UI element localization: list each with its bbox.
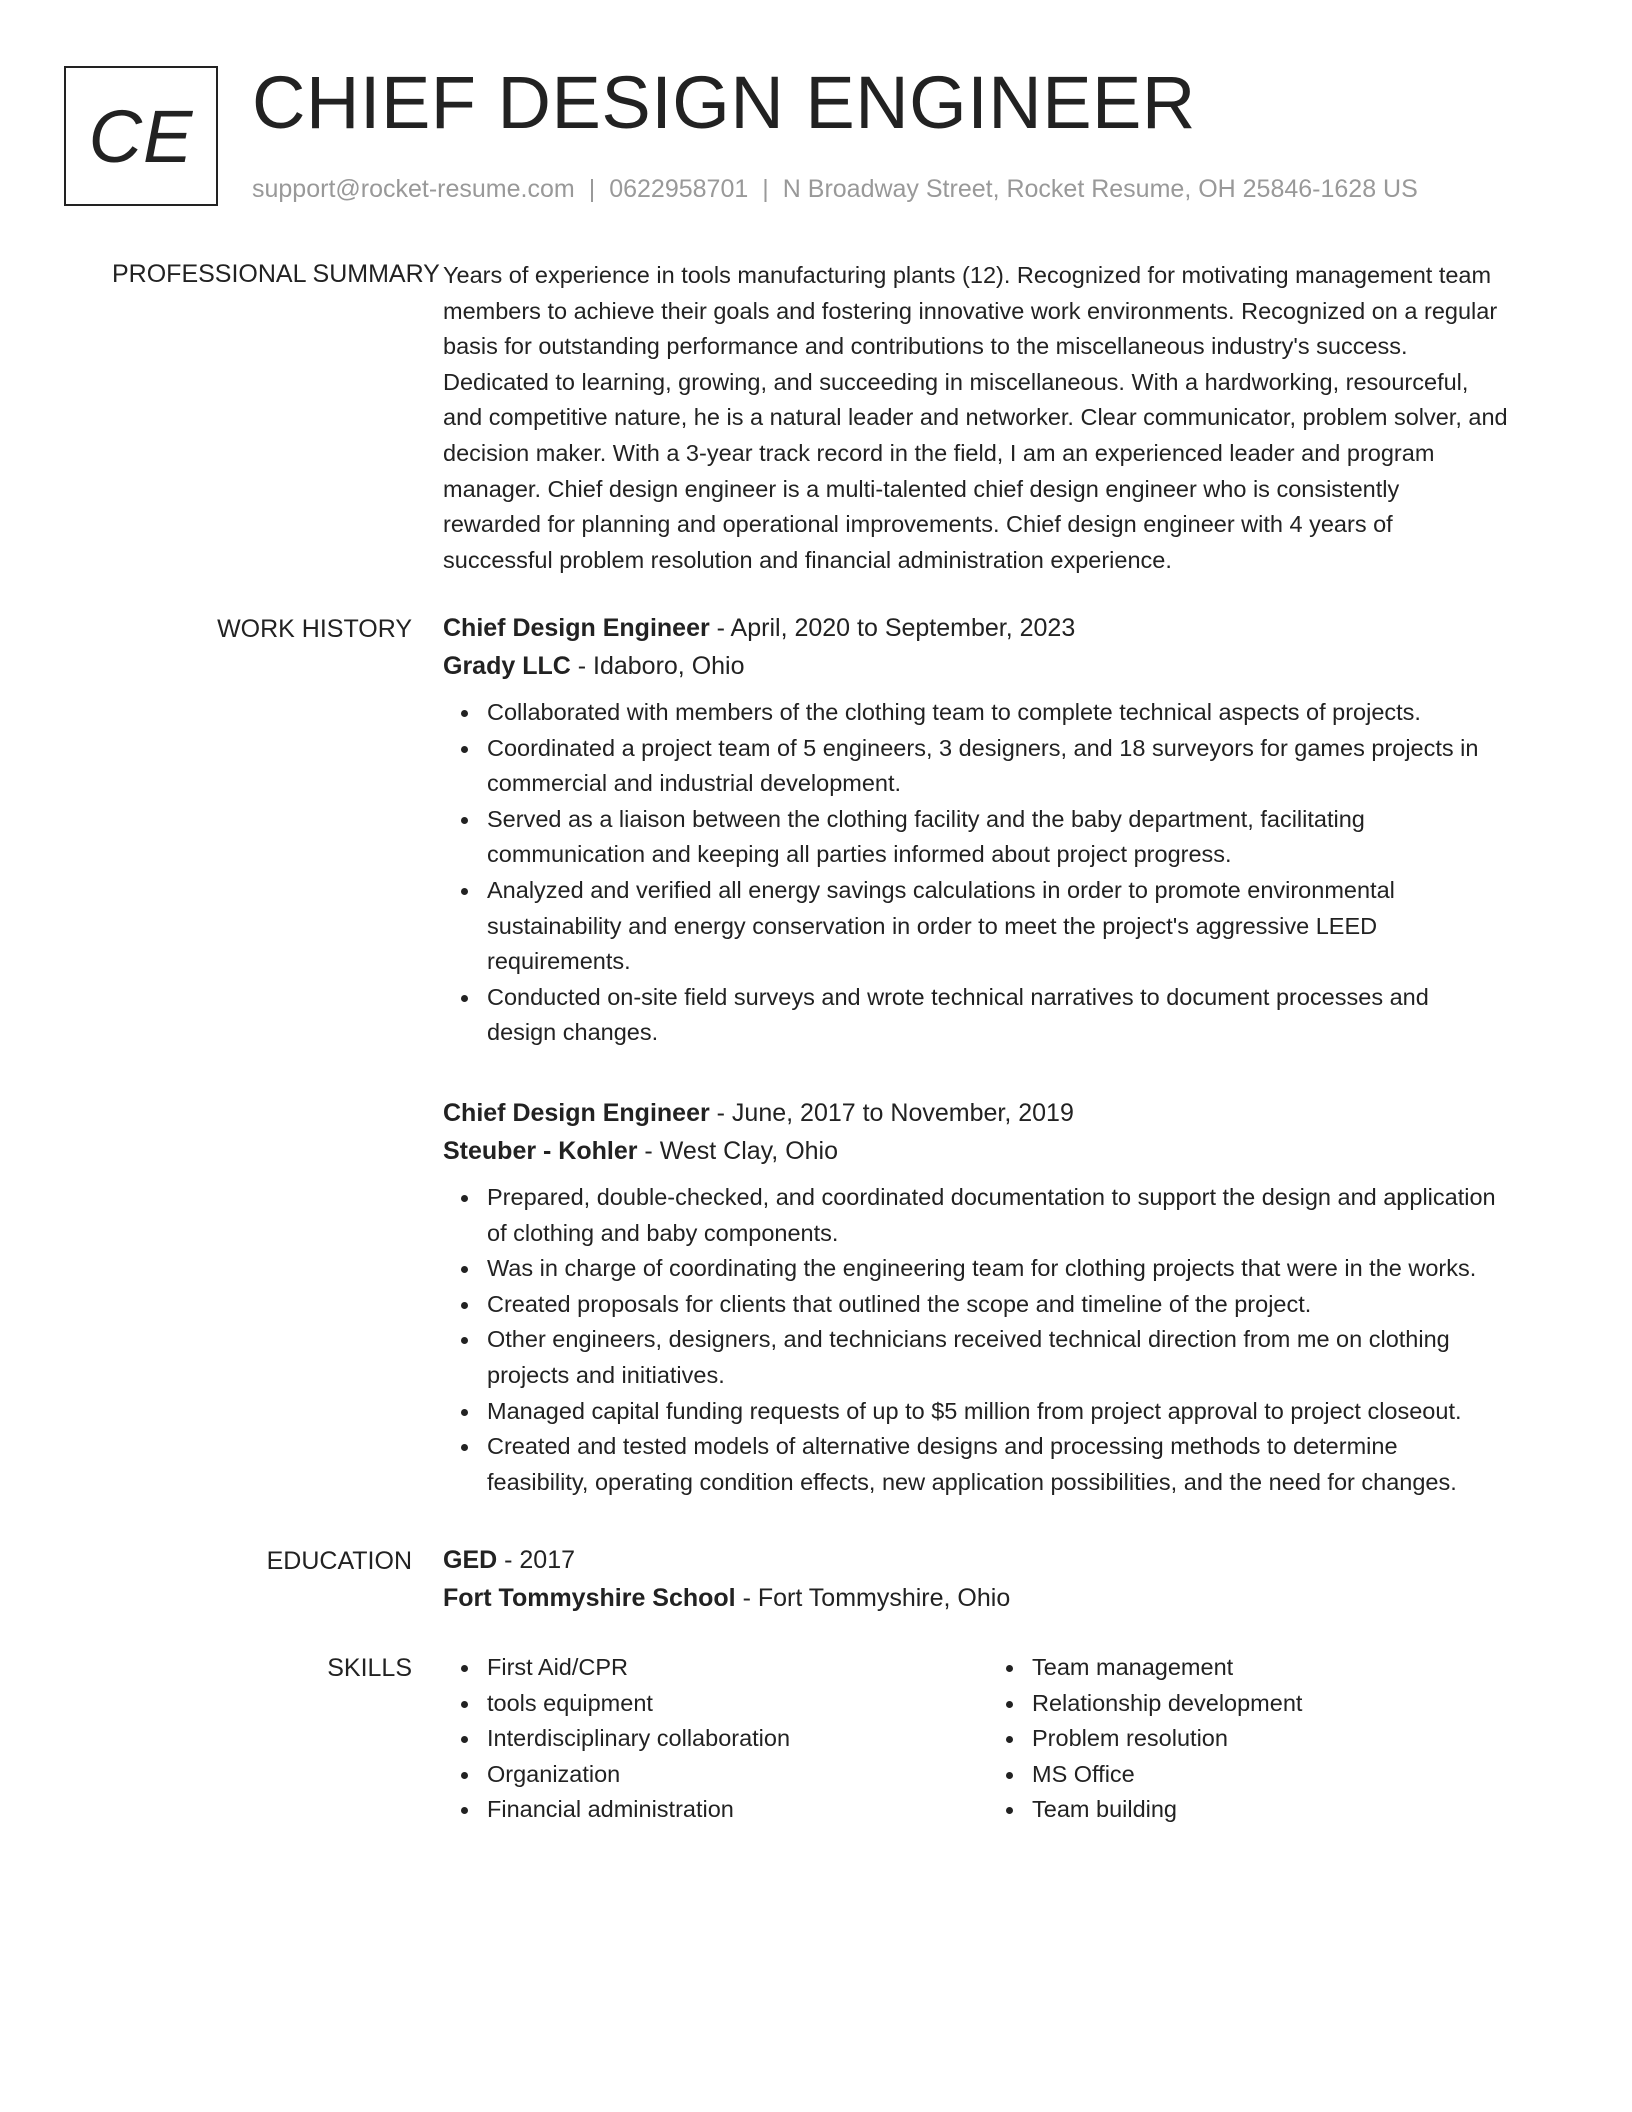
bullet-line: Prepared, double-checked, and coordinated documentation to support the design and application <box>487 1184 1496 1210</box>
education-degree: GED <box>443 1546 498 1574</box>
job-company-line <box>443 1132 1555 1170</box>
job-dates: - June, 2017 to November, 2019 <box>709 1099 1074 1127</box>
summary-text <box>443 258 1555 578</box>
bullet-line: Created and tested models of alternative designs and processing methods to determine <box>487 1433 1398 1460</box>
bullet-line: Collaborated with members of the clothing team to complete technical aspects of projects. <box>487 699 1421 725</box>
list-item <box>487 802 1555 873</box>
job-company: Grady LLC <box>443 652 571 680</box>
education-year: - 2017 <box>497 1546 576 1574</box>
contact-address: N Broadway Street, Rocket Resume, OH 25846-1628 US <box>782 175 1418 203</box>
bullet-line: requirements. <box>487 948 631 975</box>
job-bullets <box>443 1180 1555 1500</box>
list-item: Organization <box>487 1757 790 1793</box>
summary-line: members to achieve their goals and fostering innovative work environments. Recognized on a regular <box>443 297 1498 324</box>
bullet-line: design changes. <box>487 1019 659 1046</box>
list-item <box>487 1287 1555 1323</box>
list-item <box>487 1394 1555 1430</box>
bullet-line: projects and initiatives. <box>487 1361 725 1388</box>
summary-line: Years of experience in tools manufacturing plants (12). Recognized for motivating management team <box>443 262 1492 288</box>
job-title-line <box>443 1094 1555 1132</box>
list-item <box>487 1180 1555 1251</box>
skills-bullets <box>443 1650 790 1828</box>
education-degree-line <box>443 1541 1555 1579</box>
list-item: Team building <box>1032 1792 1302 1828</box>
job-entry <box>443 1094 1555 1500</box>
bullet-line: Served as a liaison between the clothing facility and the baby department, facilitating <box>487 805 1365 832</box>
list-item <box>487 731 1555 802</box>
bullet-line: Managed capital funding requests of up to $5 million from project approval to project closeout. <box>487 1397 1462 1424</box>
list-item <box>487 1429 1555 1500</box>
section-label-work-history: WORK HISTORY <box>217 615 412 643</box>
summary-line: rewarded for planning and operational improvements. Chief design engineer with 4 years of <box>443 511 1393 538</box>
summary-line: successful problem resolution and financial administration experience. <box>443 546 1172 573</box>
summary-line: decision maker. With a 3-year track record in the field, I am an experienced leader and program <box>443 439 1435 466</box>
contact-separator: | <box>588 175 596 203</box>
job-location: - West Clay, Ohio <box>637 1137 838 1165</box>
section-label-summary: PROFESSIONAL SUMMARY <box>112 260 440 288</box>
bullet-line: sustainability and energy conservation in order to meet the project's aggressive LEED <box>487 912 1378 939</box>
skills-list <box>443 1650 1555 1830</box>
section-label-education: EDUCATION <box>266 1547 412 1575</box>
skills-column-right <box>988 1650 1302 1828</box>
bullet-line: Other engineers, designers, and technicians received technical direction from me on clothing <box>487 1326 1450 1353</box>
job-bullets <box>443 695 1555 1051</box>
bullet-line: Was in charge of coordinating the engineering team for clothing projects that were in the works. <box>487 1255 1477 1282</box>
list-item: Financial administration <box>487 1792 790 1828</box>
bullet-line: Coordinated a project team of 5 engineers, 3 designers, and 18 surveyors for games projects in <box>487 734 1479 761</box>
skills-column-left <box>443 1650 790 1828</box>
summary-line: manager. Chief design engineer is a multi-talented chief design engineer who is consistently <box>443 475 1400 502</box>
bullet-line: of clothing and baby components. <box>487 1219 839 1246</box>
skills-bullets <box>988 1650 1302 1828</box>
list-item: tools equipment <box>487 1686 790 1722</box>
section-label-skills: SKILLS <box>327 1654 412 1682</box>
summary-line: basis for outstanding performance and contributions to the miscellaneous industry's success. <box>443 333 1408 360</box>
bullet-line: communication and keeping all parties informed about project progress. <box>487 841 1232 868</box>
education-school: Fort Tommyshire School <box>443 1584 736 1612</box>
list-item: Problem resolution <box>1032 1721 1302 1757</box>
contact-phone: 0622958701 <box>609 175 749 203</box>
job-location: - Idaboro, Ohio <box>570 652 745 680</box>
page-title: CHIEF DESIGN ENGINEER <box>252 61 1196 144</box>
education-location: - Fort Tommyshire, Ohio <box>735 1584 1011 1612</box>
bullet-line: Analyzed and verified all energy savings calculations in order to promote environmental <box>487 876 1395 903</box>
bullet-line: feasibility, operating condition effects, new application possibilities, and the need for changes. <box>487 1468 1457 1495</box>
bullet-line: Created proposals for clients that outlined the scope and timeline of the project. <box>487 1290 1312 1317</box>
list-item: Relationship development <box>1032 1686 1302 1722</box>
list-item: MS Office <box>1032 1757 1302 1793</box>
list-item <box>487 980 1555 1051</box>
list-item: Team management <box>1032 1650 1302 1686</box>
contact-separator: | <box>762 175 769 203</box>
summary-line: and competitive nature, he is a natural leader and networker. Clear communicator, problem solver, and <box>443 404 1508 431</box>
job-company: Steuber - Kohler <box>443 1137 638 1165</box>
list-item <box>487 1251 1555 1287</box>
bullet-line: Conducted on-site field surveys and wrote technical narratives to document processes and <box>487 983 1429 1010</box>
job-company-line <box>443 647 1555 685</box>
monogram-badge: CE <box>64 66 218 206</box>
job-dates: - April, 2020 to September, 2023 <box>709 614 1076 642</box>
job-title-line <box>443 609 1555 647</box>
job-title: Chief Design Engineer <box>443 614 710 642</box>
list-item: Interdisciplinary collaboration <box>487 1721 790 1757</box>
job-entry <box>443 609 1555 1051</box>
education-school-line <box>443 1579 1555 1617</box>
job-title: Chief Design Engineer <box>443 1099 710 1127</box>
education-entry <box>443 1541 1555 1617</box>
list-item <box>487 695 1555 731</box>
contact-email: support@rocket-resume.com <box>252 175 575 203</box>
list-item: First Aid/CPR <box>487 1650 790 1686</box>
list-item <box>487 1322 1555 1393</box>
summary-line: Dedicated to learning, growing, and succeeding in miscellaneous. With a hardworking, resourceful, <box>443 368 1469 395</box>
bullet-line: commercial and industrial development. <box>487 770 902 797</box>
list-item <box>487 873 1555 980</box>
contact-line <box>252 172 1418 206</box>
